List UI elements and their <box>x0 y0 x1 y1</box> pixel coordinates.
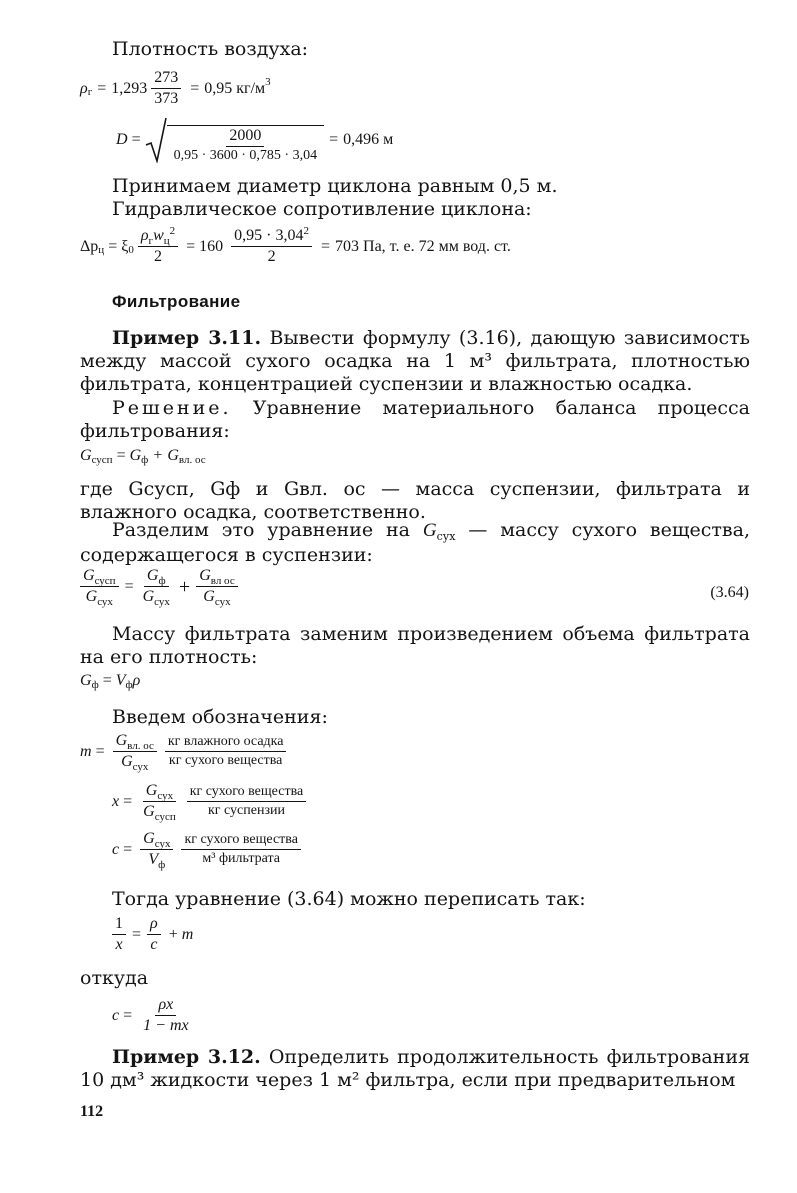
equation-air-density: ρ г = 1,293 $\frac{273}{373}$ = 0,95 кг/м 3 <box>80 69 271 107</box>
sqrt-expression: $\frac{2000}{0,95 \cdot 3600 \cdot 0,785 \cdot 3,04}$ <box>145 117 325 163</box>
radical-sign-icon <box>145 117 167 163</box>
equation-filtrate-mass: G ф = V ф ρ <box>80 672 141 691</box>
example-3-12-label: Пример 3.12. <box>112 1046 261 1068</box>
hydraulic-resistance-text: Гидравлическое сопротивление циклона: <box>112 198 532 220</box>
whence-text: откуда <box>80 967 149 989</box>
example-3-12-paragraph: Пример 3.12. Определить продолжительность фильтрования 10 дм³ жидкости через 1 м² фильтра, если при предварительном <box>80 1046 750 1091</box>
equation-pressure-drop: Δp ц = ξ 0 $\frac{\rho_гw_ц^2}{2}$ = 160 $\frac{0,95 \cdot 3,04^2}{2}$ = 703 Па, т. е. 72 мм вод. ст. <box>80 225 511 265</box>
equation-inverse-x: $\frac{1}{x}$ = $\frac{\rho}{c}$ + m <box>112 916 193 953</box>
air-density-intro: Плотность воздуха: <box>112 38 309 60</box>
factor: 1,293 <box>111 79 148 97</box>
example-3-11-paragraph: Пример 3.11. Вывести формулу (3.16), дающую зависимость между массой сухого осадка на 1 м³ фильтрата, плотностью фильтрата, концентрацией суспензии и влажностью осадка. <box>80 327 750 395</box>
page-number: 112 <box>80 1103 104 1120</box>
accept-diameter-text: Принимаем диаметр циклона равным 0,5 м. <box>112 175 558 197</box>
where-paragraph: где Gсусп, Gф и Gвл. ос — масса суспензии, фильтрата и влажного осадка, соответственно. <box>80 478 750 523</box>
divide-paragraph: Разделим это уравнение на $G_{сух}$ — массу сухого вещества, содержащегося в суспензии: <box>80 519 750 566</box>
air-density-result: 0,95 кг/м <box>204 79 266 97</box>
solution-paragraph: Решение. Уравнение материального баланса процесса фильтрования: <box>80 397 750 442</box>
solution-label: Решение. <box>112 397 232 419</box>
rho-symbol: ρ <box>80 79 88 97</box>
equation-c: c = $\frac{\rho x}{1 - mx}$ <box>112 996 189 1034</box>
equation-number-3-64: (3.64) <box>710 584 749 601</box>
fraction-temperature: $\frac{273}{373}$ <box>151 70 181 107</box>
equation-material-balance: G сусп = G ф + G вл. ос <box>80 447 206 466</box>
introduce-notation: Введем обозначения: <box>112 706 328 728</box>
section-heading: Фильтрование <box>112 292 241 311</box>
example-3-11-label: Пример 3.11. <box>112 327 262 349</box>
equation-3-64: $\frac{G_{сусп}}{G_{сух}}$ = $\frac{G_ф}{G_{сух}}$ + $\frac{G_{вл ос}}{G_{сух}}$ <box>80 568 242 605</box>
replace-mass-paragraph: Массу фильтрата заменим произведением объема фильтрата на его плотность: <box>80 623 750 668</box>
definition-m: m = $\frac{G_{вл. ос}}{G_{сух}}$ $\frac{\text{кг влажного осадка}}{\text{кг сухого вещества}}$ <box>80 733 290 770</box>
diameter-result: 0,496 м <box>343 131 394 148</box>
definition-c: c = $\frac{G_{сух}}{V_ф}$ $\frac{\text{кг сухого вещества}}{\text{м³ фильтрата}}$ <box>112 831 305 868</box>
pressure-drop-result: 703 Па, т. е. 72 мм вод. ст. <box>335 237 511 255</box>
definition-x: x = $\frac{G_{сух}}{G_{сусп}}$ $\frac{\text{кг сухого вещества}}{\text{кг суспензии}}$ <box>112 783 310 820</box>
equation-diameter: D = $\frac{2000}{0,95 \cdot 3600 \cdot 0,785 \cdot 3,04}$ = 0,496 м <box>116 117 393 163</box>
rewrite-paragraph: Тогда уравнение (3.64) можно переписать так: <box>112 888 586 910</box>
